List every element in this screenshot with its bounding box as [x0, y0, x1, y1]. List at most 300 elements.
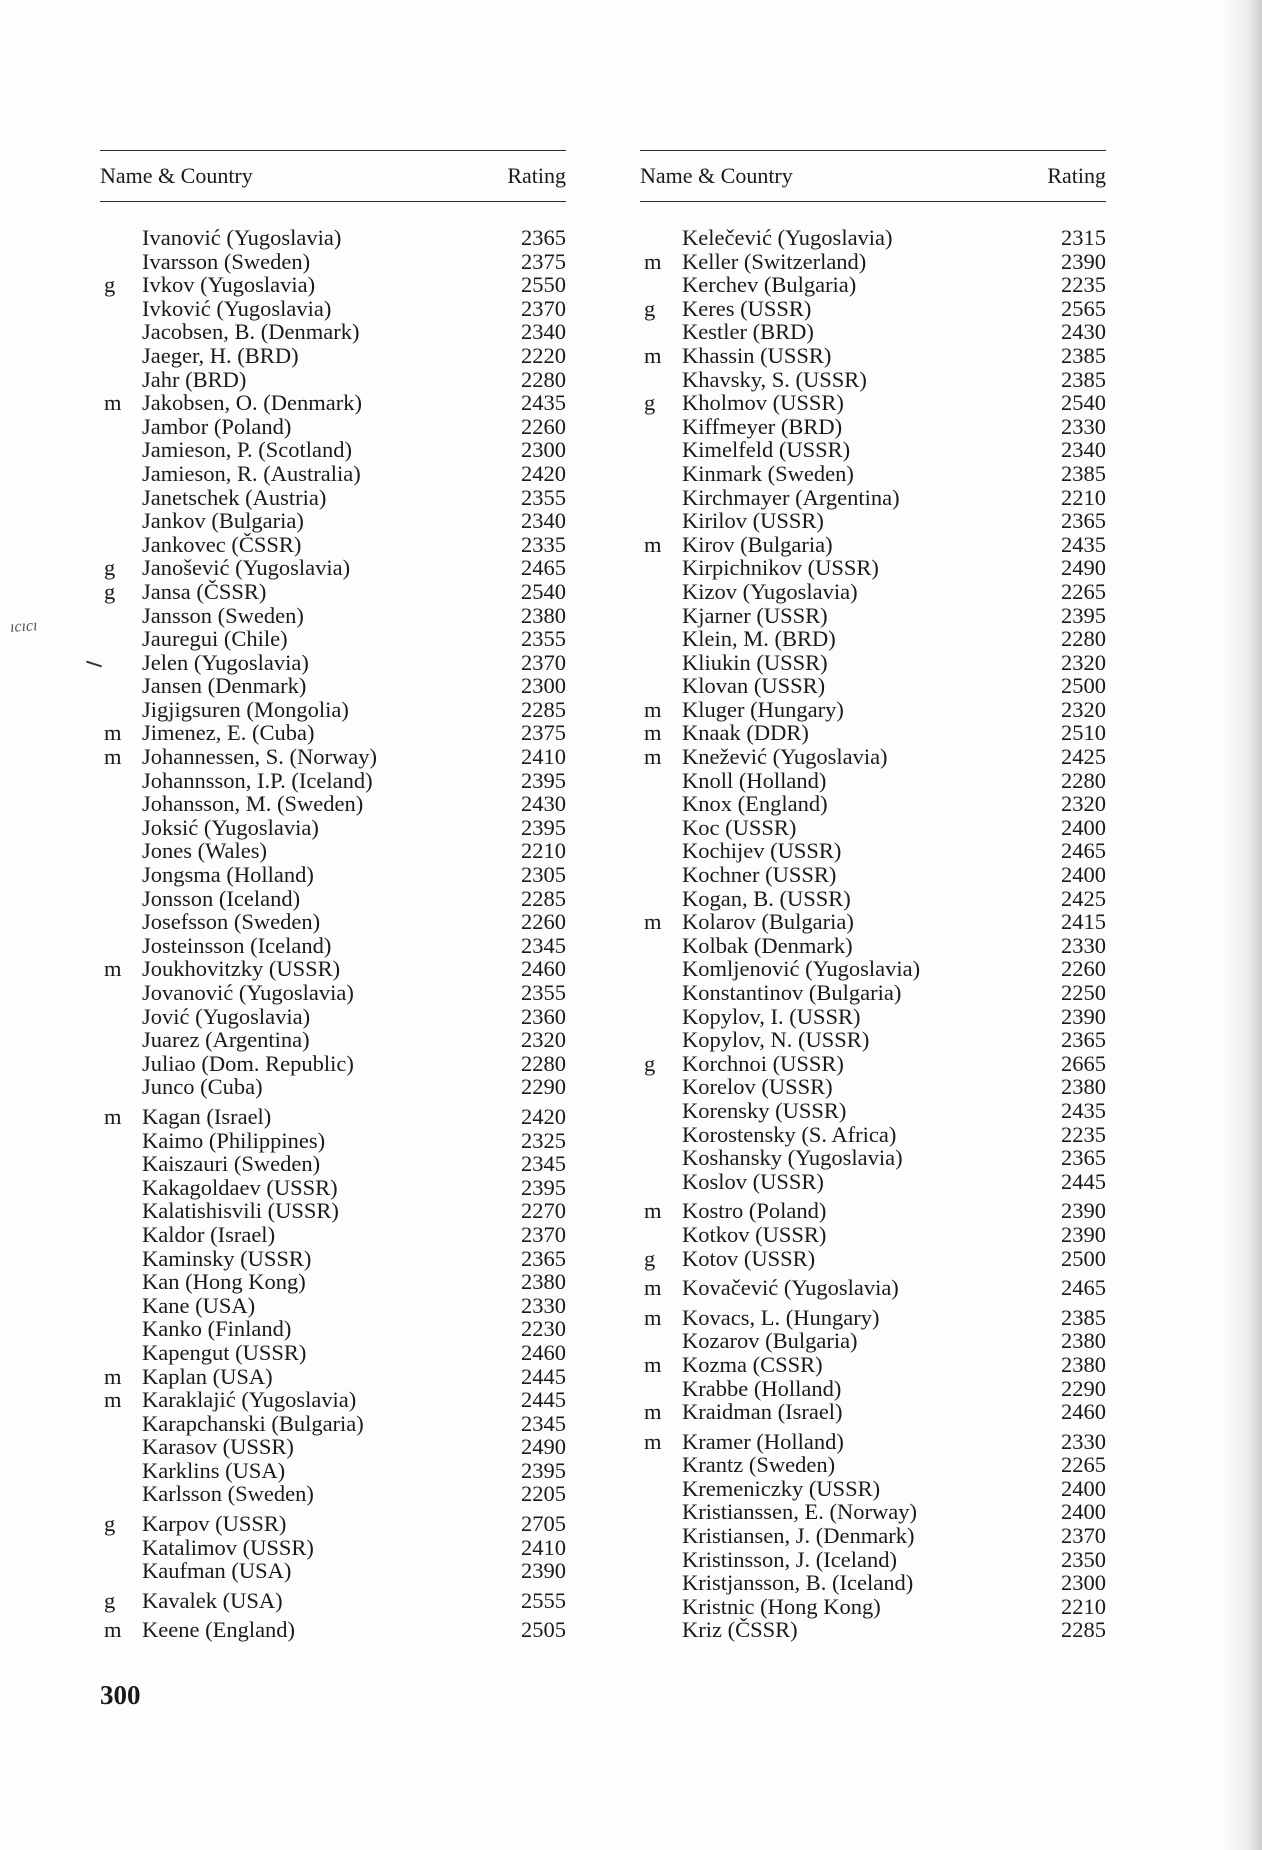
player-name-country: Kane (USA) [142, 1292, 256, 1318]
player-rating: 2490 [521, 1434, 566, 1460]
player-rating: 2345 [521, 1410, 566, 1436]
player-name-country: Kristjansson, B. (Iceland) [682, 1570, 914, 1596]
player-name-country: Jamieson, P. (Scotland) [142, 437, 352, 463]
player-name-country: Kaufman (USA) [142, 1558, 292, 1584]
player-name-country: Kakagoldaev (USSR) [142, 1174, 338, 1200]
player-name-country: Kirilov (USSR) [682, 508, 824, 534]
player-name-country: Kimelfeld (USSR) [682, 437, 851, 463]
player-rating: 2435 [521, 390, 566, 416]
table-row [100, 1199, 566, 1223]
player-rating: 2385 [1061, 342, 1106, 368]
player-name-country: Jigjigsuren (Mongolia) [142, 696, 349, 722]
table-row [100, 1341, 566, 1365]
player-name-country: Konstantinov (Bulgaria) [682, 980, 902, 1005]
player-rating: 2355 [521, 626, 566, 652]
table-row [100, 1618, 566, 1642]
player-name-country: Kirchmayer (Argentina) [682, 484, 900, 510]
table-row [100, 556, 566, 580]
player-rating: 2400 [1061, 1499, 1106, 1525]
player-rating: 2420 [521, 1103, 566, 1129]
table-row [100, 368, 566, 392]
player-rating: 2210 [1061, 484, 1106, 510]
table-row [640, 344, 1106, 368]
table-row [100, 934, 566, 958]
player-rating: 2390 [1061, 1198, 1106, 1224]
player-name-country: Kraidman (Israel) [682, 1399, 843, 1425]
title-code: m [104, 1103, 122, 1129]
player-rating: 2290 [1061, 1375, 1106, 1401]
title-code: g [644, 1245, 656, 1271]
player-name-country: Ivković (Yugoslavia) [142, 295, 332, 321]
title-code: g [104, 272, 116, 298]
player-name-country: Klovan (USSR) [682, 673, 826, 699]
player-rating: 2280 [1061, 626, 1106, 652]
player-rating: 2410 [521, 1534, 566, 1560]
player-rating: 2235 [1061, 1121, 1106, 1147]
table-row [100, 1388, 566, 1412]
player-name-country: Jović (Yugoslavia) [142, 1003, 311, 1029]
table-row [640, 250, 1106, 274]
player-rating: 2340 [521, 319, 566, 345]
player-rating: 2285 [1061, 1617, 1106, 1643]
table-row [100, 1459, 566, 1483]
title-code: m [644, 248, 662, 274]
player-rating: 2445 [1061, 1168, 1106, 1194]
player-rating: 2400 [1061, 814, 1106, 840]
table-row [100, 1412, 566, 1436]
player-rating: 2265 [1061, 1452, 1106, 1478]
table-row [640, 1618, 1106, 1642]
table-row [100, 1559, 566, 1583]
player-name-country: Kochijev (USSR) [682, 838, 842, 864]
table-body-left [100, 226, 566, 1642]
player-rating: 2330 [1061, 413, 1106, 439]
player-name-country: Jovanović (Yugoslavia) [142, 980, 354, 1005]
player-rating: 2705 [521, 1511, 566, 1537]
player-name-country: Josteinsson (Iceland) [142, 932, 332, 958]
player-name-country: Khassin (USSR) [682, 342, 832, 368]
player-name-country: Karasov (USSR) [142, 1434, 294, 1460]
title-code: g [104, 1587, 116, 1613]
table-row [640, 1199, 1106, 1223]
table-row [100, 1152, 566, 1176]
table-row [100, 887, 566, 911]
table-row [100, 839, 566, 863]
table-row [100, 415, 566, 439]
player-rating: 2370 [521, 1221, 566, 1247]
header-name-country: Name & Country [100, 163, 253, 188]
player-rating: 2385 [1061, 1304, 1106, 1330]
player-rating: 2355 [521, 484, 566, 510]
player-rating: 2370 [521, 295, 566, 321]
player-rating: 2465 [521, 555, 566, 581]
table-row [640, 792, 1106, 816]
player-rating: 2390 [1061, 1221, 1106, 1247]
player-name-country: Komljenović (Yugoslavia) [682, 956, 921, 982]
player-name-country: Korelov (USSR) [682, 1074, 833, 1100]
table-row [100, 651, 566, 675]
table-row [640, 1052, 1106, 1076]
player-rating: 2395 [521, 814, 566, 840]
player-rating: 2320 [521, 1027, 566, 1053]
player-name-country: Jonsson (Iceland) [142, 885, 301, 911]
title-code: m [644, 1399, 662, 1425]
table-row [100, 1482, 566, 1506]
player-rating: 2430 [1061, 319, 1106, 345]
player-name-country: Kapengut (USSR) [142, 1339, 307, 1365]
player-name-country: Korchnoi (USSR) [682, 1050, 844, 1076]
player-name-country: Kristianssen, E. (Norway) [682, 1499, 917, 1525]
table-row [640, 391, 1106, 415]
player-rating: 2400 [1061, 862, 1106, 888]
table-row [640, 1453, 1106, 1477]
player-name-country: Katalimov (USSR) [142, 1534, 314, 1560]
table-row [640, 1146, 1106, 1170]
player-name-country: Kolarov (Bulgaria) [682, 909, 854, 935]
player-rating: 2350 [1061, 1546, 1106, 1572]
player-rating: 2205 [521, 1481, 566, 1507]
player-name-country: Jankovec (ČSSR) [142, 531, 302, 557]
table-row [640, 368, 1106, 392]
table-row [640, 863, 1106, 887]
player-rating: 2330 [521, 1292, 566, 1318]
player-rating: 2445 [521, 1363, 566, 1389]
player-name-country: Kanko (Finland) [142, 1316, 292, 1342]
player-name-country: Ivkov (Yugoslavia) [142, 272, 316, 298]
player-name-country: Kluger (Hungary) [682, 696, 844, 722]
player-name-country: Kaplan (USA) [142, 1363, 273, 1389]
table-header-rule [640, 201, 1106, 202]
player-name-country: Johannsson, I.P. (Iceland) [142, 767, 373, 793]
table-row [640, 273, 1106, 297]
player-rating: 2260 [1061, 956, 1106, 982]
table-row [100, 863, 566, 887]
title-code: m [104, 1617, 122, 1643]
player-rating: 2340 [521, 508, 566, 534]
player-rating: 2370 [521, 649, 566, 675]
table-row [100, 226, 566, 250]
player-rating: 2465 [1061, 1275, 1106, 1301]
table-row [640, 651, 1106, 675]
table-row [640, 1430, 1106, 1454]
table-row [100, 745, 566, 769]
player-name-country: Kozma (CSSR) [682, 1351, 823, 1377]
player-name-country: Kogan, B. (USSR) [682, 885, 851, 911]
player-name-country: Knežević (Yugoslavia) [682, 744, 888, 770]
ratings-table-right [640, 150, 1106, 1642]
table-row [100, 1365, 566, 1389]
player-name-country: Jones (Wales) [142, 838, 268, 864]
player-name-country: Jansson (Sweden) [142, 602, 304, 628]
table-row [100, 627, 566, 651]
title-code: m [644, 1198, 662, 1224]
table-row [640, 981, 1106, 1005]
player-rating: 2315 [1061, 225, 1106, 250]
player-rating: 2280 [521, 366, 566, 392]
player-rating: 2220 [521, 342, 566, 368]
player-rating: 2435 [1061, 1097, 1106, 1123]
page-edge-shadow [1222, 0, 1262, 1850]
title-code: m [104, 1363, 122, 1389]
handwritten-margin-note: ıcıcı [9, 617, 39, 636]
table-row [100, 1223, 566, 1247]
header-rating: Rating [507, 163, 566, 188]
player-name-country: Kirpichnikov (USSR) [682, 555, 879, 581]
table-row [640, 556, 1106, 580]
player-rating: 2325 [521, 1127, 566, 1153]
table-row [640, 1276, 1106, 1300]
table-row [640, 1075, 1106, 1099]
title-code: m [644, 720, 662, 746]
player-rating: 2265 [1061, 578, 1106, 604]
player-name-country: Joksić (Yugoslavia) [142, 814, 319, 840]
player-name-country: Kaminsky (USSR) [142, 1245, 312, 1271]
player-name-country: Kan (Hong Kong) [142, 1269, 306, 1295]
table-row [100, 1005, 566, 1029]
table-row [100, 1129, 566, 1153]
table-row [640, 1377, 1106, 1401]
player-name-country: Knox (England) [682, 791, 828, 817]
table-row [100, 533, 566, 557]
player-name-country: Krantz (Sweden) [682, 1452, 836, 1478]
table-row [640, 438, 1106, 462]
player-rating: 2380 [521, 602, 566, 628]
table-row [640, 1306, 1106, 1330]
player-rating: 2505 [521, 1617, 566, 1643]
player-rating: 2345 [521, 932, 566, 958]
title-code: g [104, 578, 116, 604]
table-header-rule [100, 201, 566, 202]
player-name-country: Ivarsson (Sweden) [142, 248, 311, 274]
player-name-country: Jaeger, H. (BRD) [142, 342, 299, 368]
player-name-country: Keres (USSR) [682, 295, 812, 321]
player-name-country: Kholmov (USSR) [682, 390, 844, 416]
player-rating: 2365 [1061, 1027, 1106, 1053]
player-name-country: Jakobsen, O. (Denmark) [142, 390, 362, 416]
table-body-right [640, 226, 1106, 1642]
player-rating: 2340 [1061, 437, 1106, 463]
table-row [640, 1571, 1106, 1595]
player-rating: 2490 [1061, 555, 1106, 581]
table-row [100, 698, 566, 722]
player-rating: 2355 [521, 980, 566, 1005]
player-name-country: Jansen (Denmark) [142, 673, 307, 699]
player-name-country: Krabbe (Holland) [682, 1375, 842, 1401]
player-name-country: Kerchev (Bulgaria) [682, 272, 857, 298]
table-row [640, 674, 1106, 698]
table-row [100, 604, 566, 628]
table-row [100, 1512, 566, 1536]
table-row [640, 745, 1106, 769]
table-row [640, 1329, 1106, 1353]
player-name-country: Kriz (ČSSR) [682, 1617, 798, 1643]
player-rating: 2320 [1061, 649, 1106, 675]
player-name-country: Jimenez, E. (Cuba) [142, 720, 315, 746]
player-name-country: Kristiansen, J. (Denmark) [682, 1523, 915, 1549]
table-row [100, 344, 566, 368]
table-row [640, 1353, 1106, 1377]
table-row [640, 721, 1106, 745]
player-rating: 2230 [521, 1316, 566, 1342]
table-row [640, 1477, 1106, 1501]
player-name-country: Jambor (Poland) [142, 413, 292, 439]
title-code: m [104, 390, 122, 416]
title-code: g [104, 1511, 116, 1537]
player-name-country: Kaiszauri (Sweden) [142, 1151, 321, 1177]
table-row [640, 580, 1106, 604]
table-row [640, 698, 1106, 722]
player-rating: 2395 [521, 767, 566, 793]
table-row [100, 674, 566, 698]
player-rating: 2330 [1061, 932, 1106, 958]
table-row [640, 1005, 1106, 1029]
player-name-country: Klein, M. (BRD) [682, 626, 836, 652]
table-row [640, 1247, 1106, 1271]
table-row [100, 438, 566, 462]
table-row [100, 1028, 566, 1052]
title-code: m [644, 531, 662, 557]
player-name-country: Kestler (BRD) [682, 319, 814, 345]
player-rating: 2460 [1061, 1399, 1106, 1425]
player-rating: 2280 [521, 1050, 566, 1076]
player-name-country: Juliao (Dom. Republic) [142, 1050, 354, 1076]
player-rating: 2425 [1061, 885, 1106, 911]
player-name-country: Karklins (USA) [142, 1457, 286, 1483]
player-name-country: Kiffmeyer (BRD) [682, 413, 843, 439]
player-name-country: Kramer (Holland) [682, 1428, 844, 1454]
table-row [100, 1105, 566, 1129]
player-name-country: Kopylov, I. (USSR) [682, 1003, 861, 1029]
player-name-country: Jongsma (Holland) [142, 862, 314, 888]
player-name-country: Korensky (USSR) [682, 1097, 847, 1123]
title-code: m [644, 744, 662, 770]
player-name-country: Kovačević (Yugoslavia) [682, 1275, 899, 1301]
player-name-country: Kliukin (USSR) [682, 649, 828, 675]
player-rating: 2390 [1061, 1003, 1106, 1029]
player-rating: 2285 [521, 696, 566, 722]
player-rating: 2260 [521, 909, 566, 935]
player-rating: 2555 [521, 1587, 566, 1613]
title-code: m [104, 720, 122, 746]
player-rating: 2425 [1061, 744, 1106, 770]
player-rating: 2380 [1061, 1328, 1106, 1354]
player-name-country: Kozarov (Bulgaria) [682, 1328, 858, 1354]
table-row [100, 297, 566, 321]
player-name-country: Kristnic (Hong Kong) [682, 1593, 881, 1619]
title-code: g [644, 390, 656, 416]
table-row [640, 533, 1106, 557]
player-name-country: Kovacs, L. (Hungary) [682, 1304, 880, 1330]
title-code: m [644, 696, 662, 722]
player-name-country: Knoll (Holland) [682, 767, 827, 793]
player-rating: 2380 [1061, 1074, 1106, 1100]
table-row [640, 627, 1106, 651]
player-name-country: Kjarner (USSR) [682, 602, 828, 628]
player-rating: 2415 [1061, 909, 1106, 935]
player-rating: 2360 [521, 1003, 566, 1029]
header-rating: Rating [1047, 163, 1106, 188]
player-name-country: Jelen (Yugoslavia) [142, 649, 309, 675]
table-row [100, 769, 566, 793]
player-name-country: Karapchanski (Bulgaria) [142, 1410, 364, 1436]
player-rating: 2445 [521, 1387, 566, 1413]
player-name-country: Kaimo (Philippines) [142, 1127, 326, 1153]
player-rating: 2385 [1061, 460, 1106, 486]
table-row [640, 1400, 1106, 1424]
table-row [100, 509, 566, 533]
player-rating: 2380 [1061, 1351, 1106, 1377]
player-rating: 2345 [521, 1151, 566, 1177]
table-row [100, 1317, 566, 1341]
table-row [100, 1247, 566, 1271]
ratings-table-left [100, 150, 566, 1642]
player-name-country: Kaldor (Israel) [142, 1221, 276, 1247]
player-name-country: Kopylov, N. (USSR) [682, 1027, 870, 1053]
player-name-country: Koc (USSR) [682, 814, 797, 840]
player-rating: 2365 [1061, 508, 1106, 534]
table-row [640, 769, 1106, 793]
table-row [100, 981, 566, 1005]
table-row [100, 580, 566, 604]
player-rating: 2390 [521, 1558, 566, 1584]
player-name-country: Kinmark (Sweden) [682, 460, 854, 486]
player-rating: 2400 [1061, 1475, 1106, 1501]
player-rating: 2410 [521, 744, 566, 770]
player-rating: 2210 [1061, 1593, 1106, 1619]
player-rating: 2335 [521, 531, 566, 557]
player-rating: 2300 [1061, 1570, 1106, 1596]
player-name-country: Jacobsen, B. (Denmark) [142, 319, 360, 345]
player-rating: 2365 [1061, 1145, 1106, 1171]
player-rating: 2565 [1061, 295, 1106, 321]
player-rating: 2365 [521, 225, 566, 250]
table-row [100, 320, 566, 344]
player-rating: 2550 [521, 272, 566, 298]
player-rating: 2430 [521, 791, 566, 817]
table-row [100, 1435, 566, 1459]
title-code: g [644, 1050, 656, 1076]
player-rating: 2385 [1061, 366, 1106, 392]
player-rating: 2280 [1061, 767, 1106, 793]
player-rating: 2540 [521, 578, 566, 604]
player-rating: 2500 [1061, 1245, 1106, 1271]
player-name-country: Kolbak (Denmark) [682, 932, 853, 958]
table-row [100, 462, 566, 486]
table-row [640, 1524, 1106, 1548]
player-name-country: Keller (Switzerland) [682, 248, 867, 274]
table-row [100, 721, 566, 745]
player-name-country: Kochner (USSR) [682, 862, 837, 888]
player-rating: 2435 [1061, 531, 1106, 557]
player-rating: 2290 [521, 1074, 566, 1100]
player-name-country: Knaak (DDR) [682, 720, 809, 746]
table-row [100, 957, 566, 981]
player-rating: 2260 [521, 413, 566, 439]
player-rating: 2235 [1061, 272, 1106, 298]
table-row [100, 486, 566, 510]
table-row [100, 391, 566, 415]
player-name-country: Juarez (Argentina) [142, 1027, 310, 1053]
title-code: m [644, 1351, 662, 1377]
player-name-country: Jansa (ČSSR) [142, 578, 267, 604]
player-rating: 2460 [521, 956, 566, 982]
table-row [640, 415, 1106, 439]
player-rating: 2210 [521, 838, 566, 864]
player-rating: 2370 [1061, 1523, 1106, 1549]
table-row [640, 1170, 1106, 1194]
player-rating: 2500 [1061, 673, 1106, 699]
table-row [100, 816, 566, 840]
